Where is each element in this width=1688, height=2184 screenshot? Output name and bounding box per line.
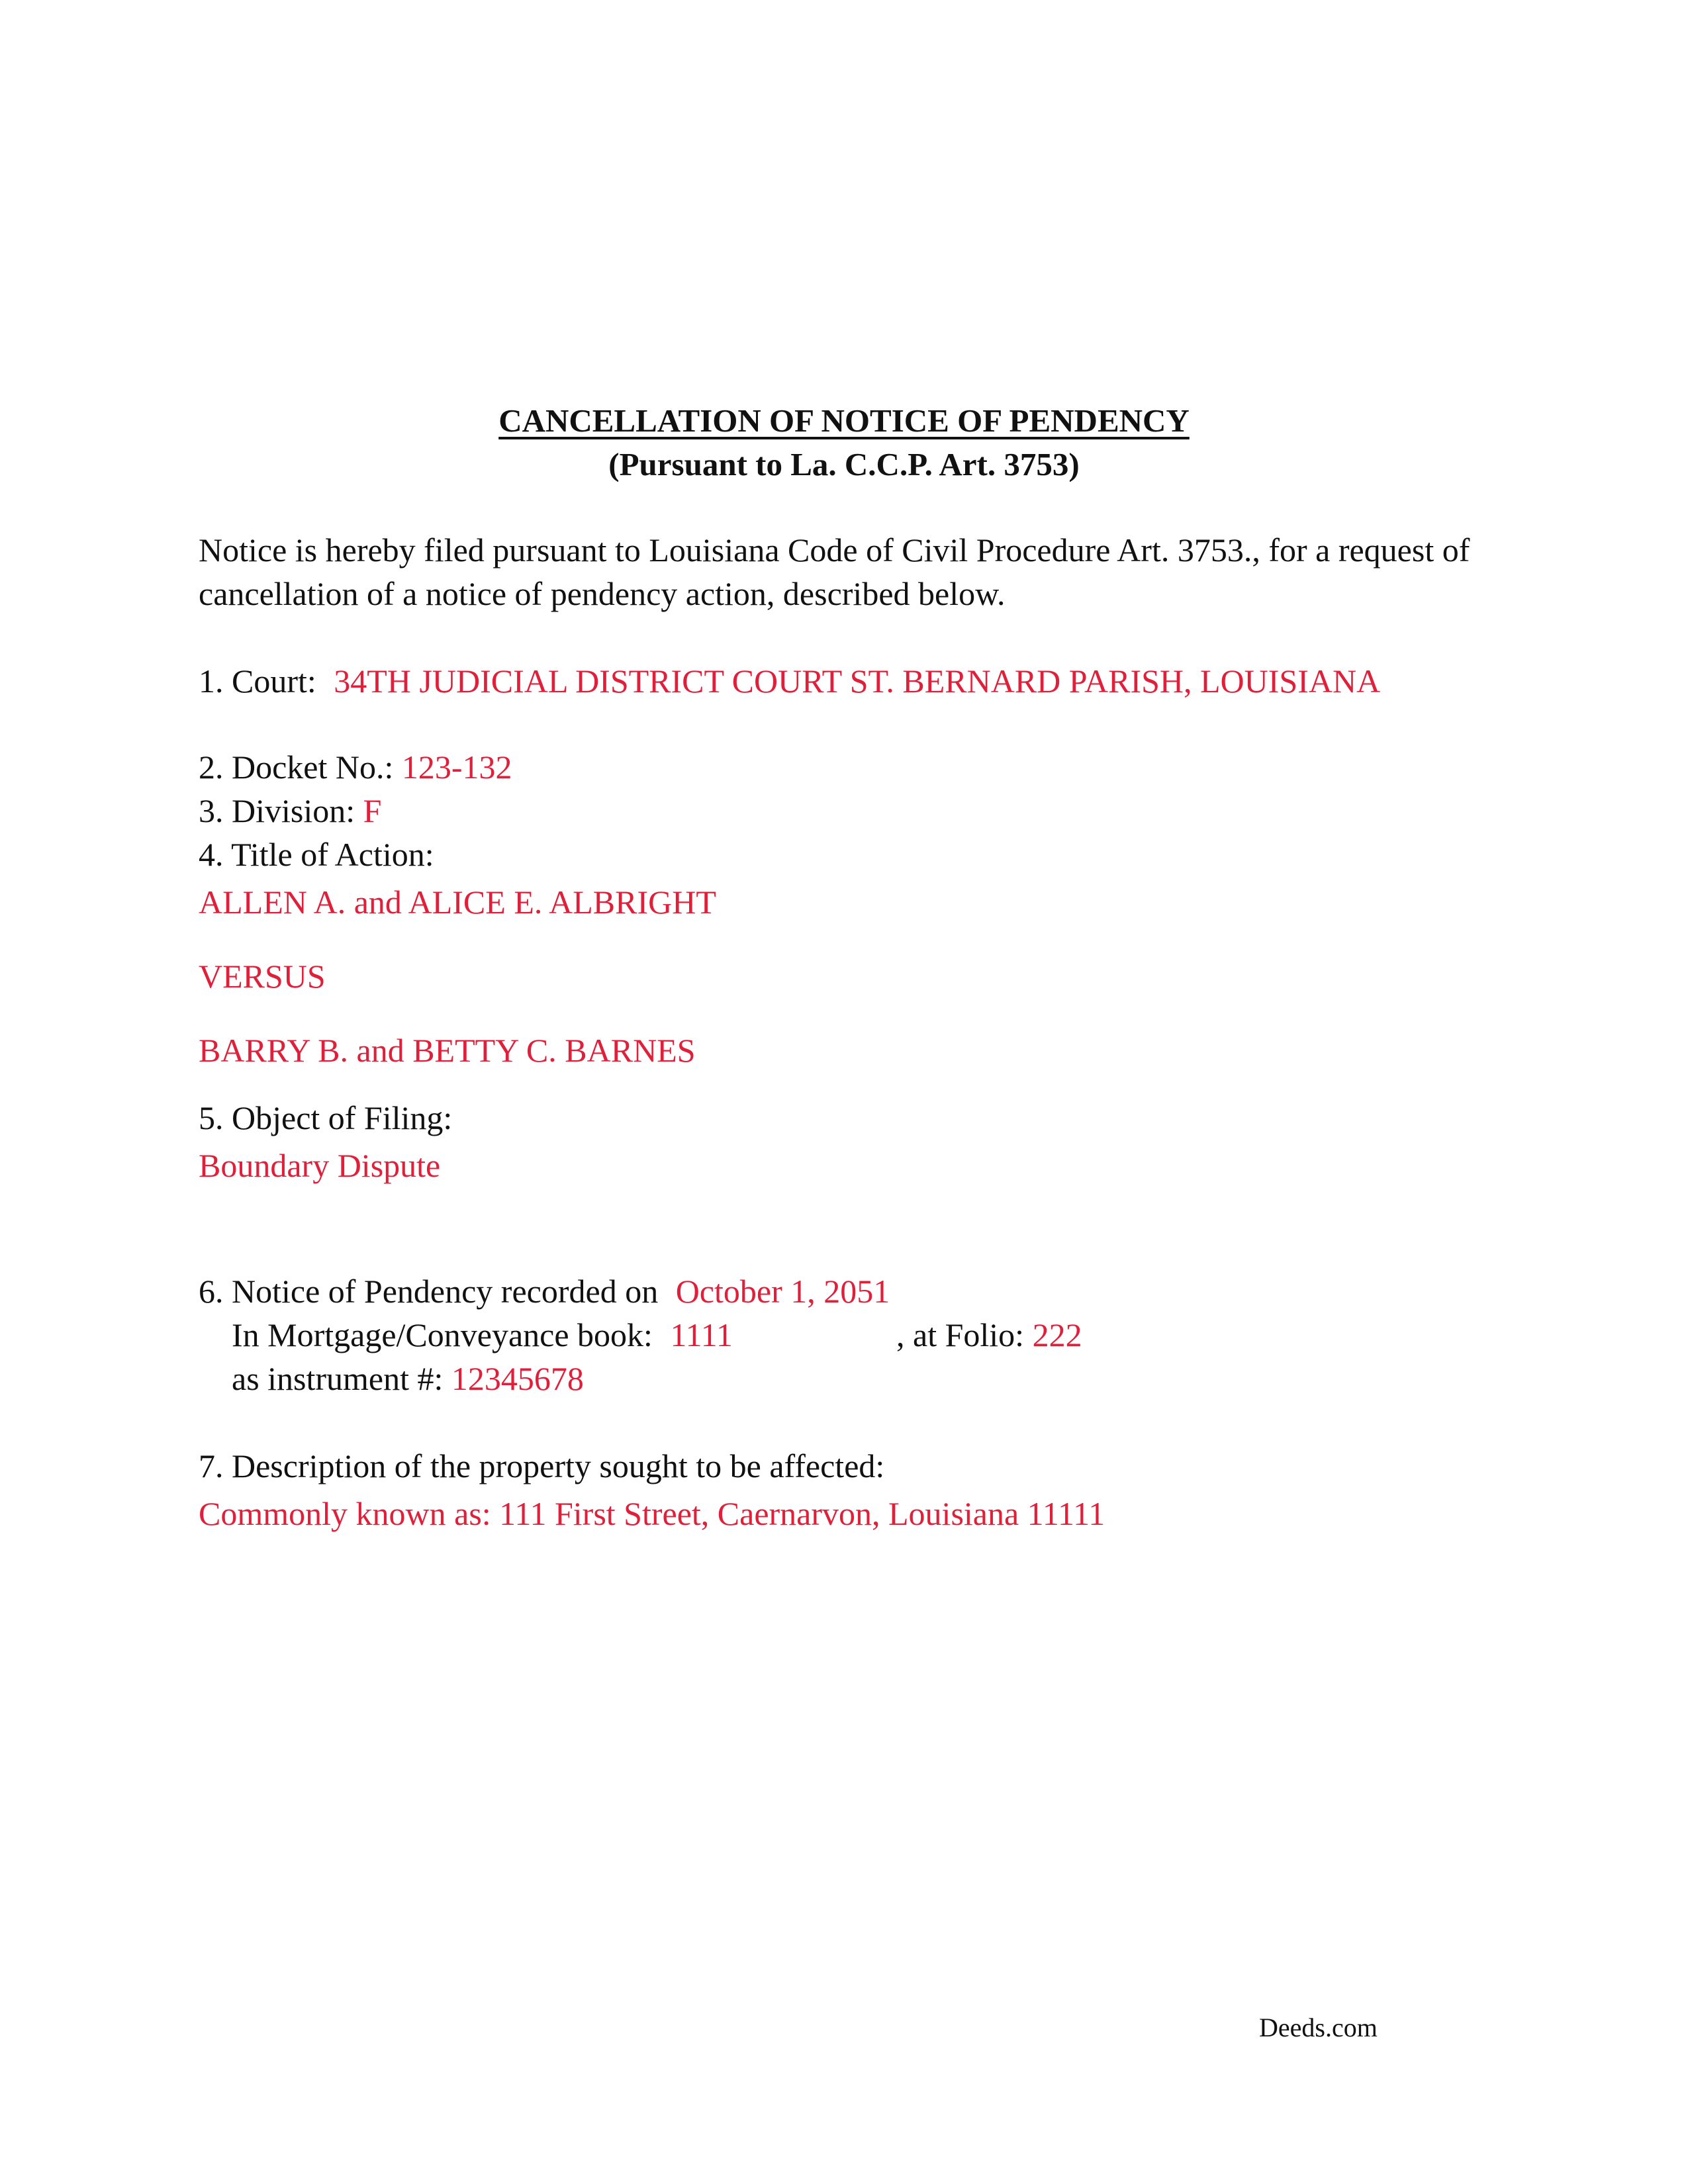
defendants: BARRY B. and BETTY C. BARNES — [199, 1032, 696, 1069]
docket-label: 2. Docket No.: — [199, 749, 394, 786]
title-of-action-label: 4. Title of Action: — [199, 836, 434, 873]
court-value: 34TH JUDICIAL DISTRICT COURT ST. BERNARD PARISH, LOUISIANA — [334, 662, 1381, 700]
division-line — [199, 789, 381, 833]
footer-brand: Deeds.com — [1259, 2013, 1378, 2042]
instrument-label: as instrument #: — [232, 1360, 444, 1397]
folio-value: 222 — [1032, 1316, 1082, 1353]
division-label: 3. Division: — [199, 792, 355, 829]
court-label: 1. Court: — [199, 662, 316, 700]
folio-label: , at Folio: — [896, 1316, 1025, 1353]
intro-line-2: cancellation of a notice of pendency action, described below. — [199, 575, 1006, 612]
notice-recorded-line — [199, 1269, 890, 1313]
object-of-filing-value: Boundary Dispute — [199, 1147, 441, 1184]
property-label: 7. Description of the property sought to be affected: — [199, 1447, 885, 1484]
plaintiffs: ALLEN A. and ALICE E. ALBRIGHT — [199, 884, 716, 921]
notice-recorded-date: October 1, 2051 — [675, 1273, 890, 1310]
book-value: 1111 — [670, 1316, 733, 1353]
division-value: F — [363, 792, 382, 829]
docket-value: 123-132 — [401, 749, 512, 786]
instrument-line — [232, 1357, 584, 1400]
book-label: In Mortgage/Conveyance book: — [232, 1316, 653, 1353]
instrument-value: 12345678 — [451, 1360, 584, 1397]
intro-line-1: Notice is hereby filed pursuant to Louisiana Code of Civil Procedure Art. 3753., for a request of — [199, 531, 1470, 569]
docket-line — [199, 745, 512, 789]
object-of-filing-label: 5. Object of Filing: — [199, 1099, 453, 1136]
document-title-text: CANCELLATION OF NOTICE OF PENDENCY — [498, 402, 1190, 439]
versus-text: VERSUS — [199, 958, 326, 995]
property-value: Commonly known as: 111 First Street, Caernarvon, Louisiana 11111 — [199, 1495, 1105, 1532]
folio-line — [896, 1313, 1082, 1357]
document-title — [0, 400, 1688, 442]
notice-recorded-label: 6. Notice of Pendency recorded on — [199, 1273, 659, 1310]
intro-paragraph — [199, 528, 1489, 615]
book-line — [232, 1313, 733, 1357]
court-line — [199, 659, 1380, 703]
document-subtitle: (Pursuant to La. C.C.P. Art. 3753) — [608, 446, 1080, 482]
